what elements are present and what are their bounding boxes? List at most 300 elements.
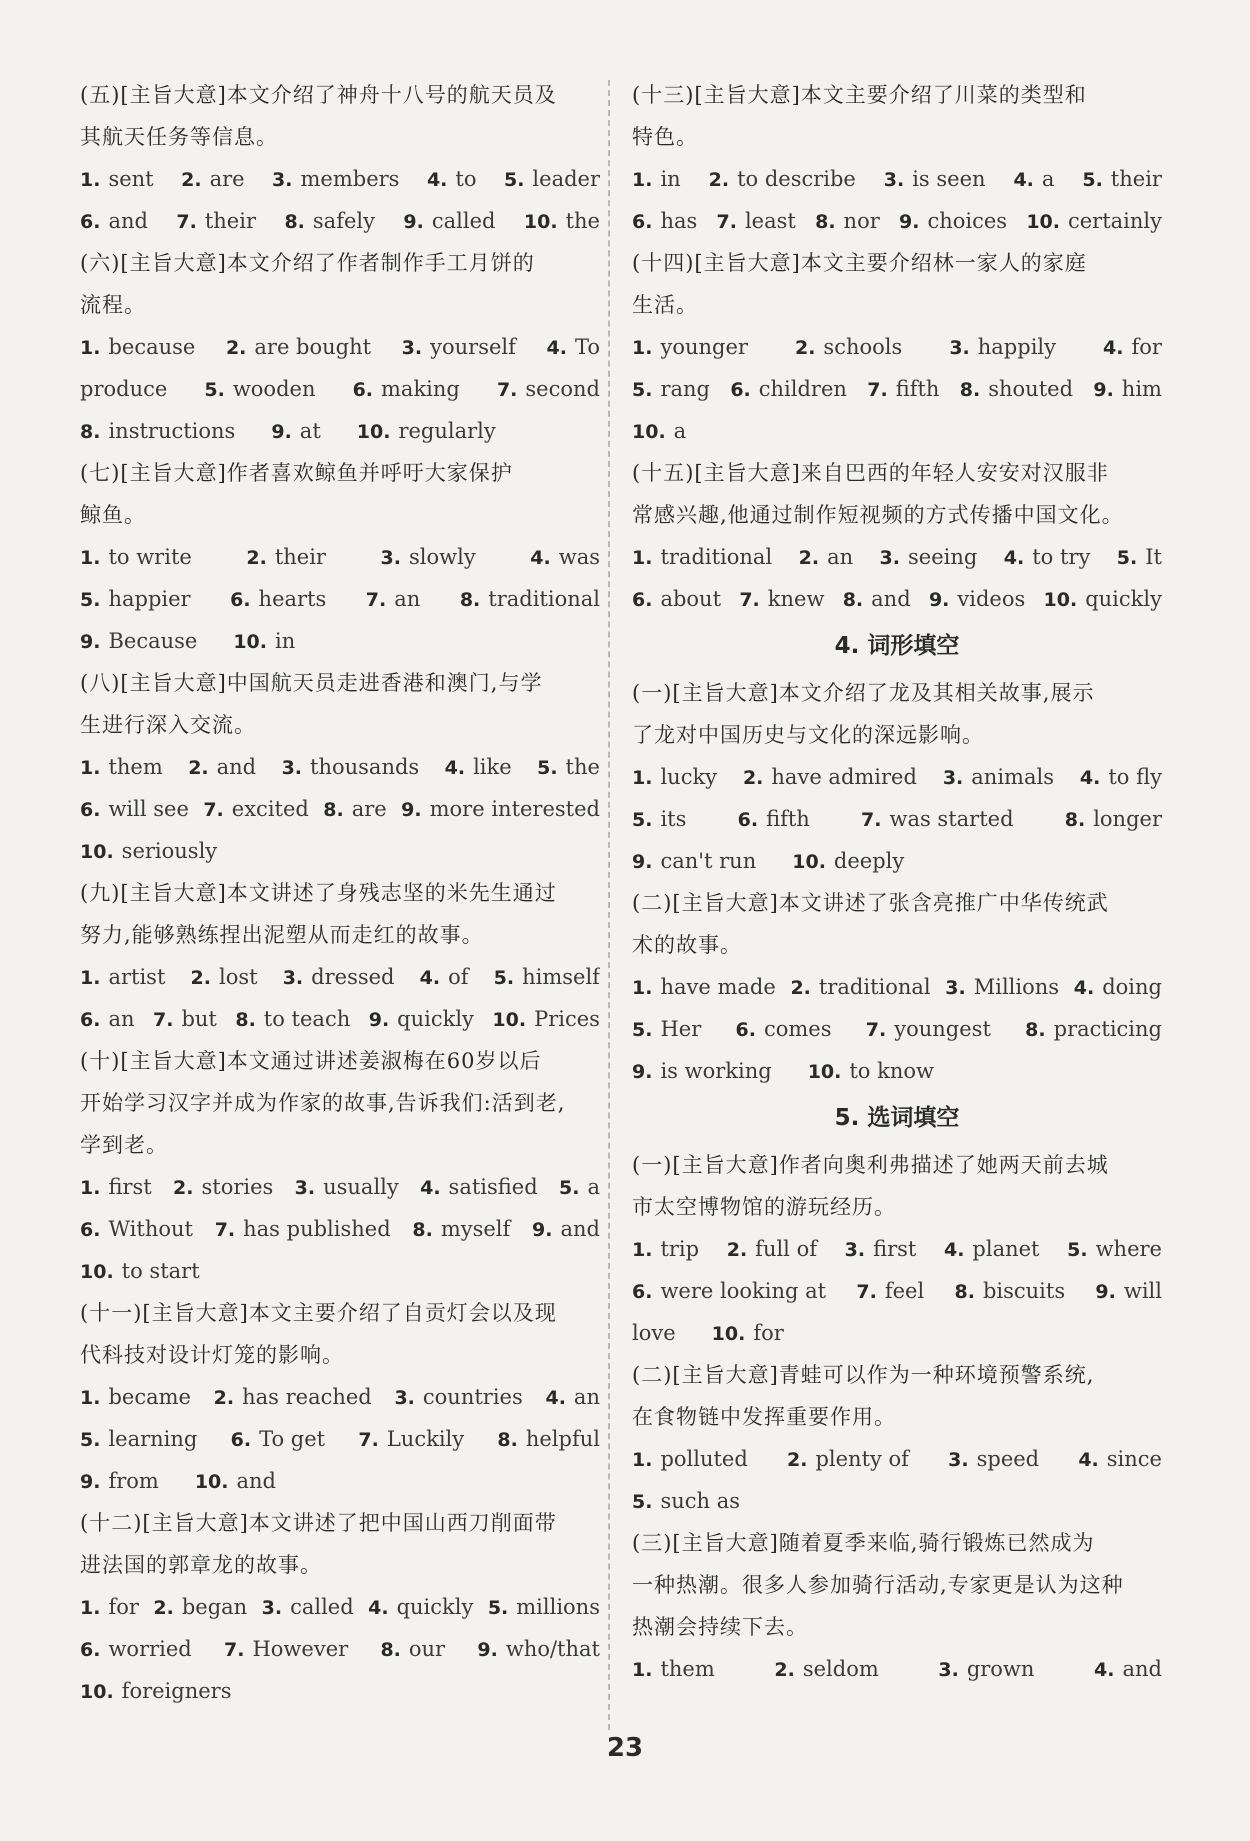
answer-item [632, 1312, 676, 1354]
answer-number: 7. [865, 1019, 887, 1041]
answer-word: fifth [895, 377, 940, 401]
answer-word: more interested [429, 797, 600, 821]
answer-word: became [108, 1385, 191, 1409]
answer-item [420, 1166, 538, 1208]
answer-word: were looking at [660, 1279, 827, 1303]
answer-word: an [108, 1007, 135, 1031]
answer-number: 9. [928, 589, 950, 611]
answer-word: and [871, 587, 911, 611]
answer-number: 10. [1026, 211, 1060, 233]
answer-number: 4. [426, 169, 448, 191]
answer-item [532, 1208, 600, 1250]
answer-word: who/that [505, 1637, 600, 1661]
answer-number: 7. [867, 379, 888, 401]
answer-number: 4. [545, 1387, 566, 1409]
answer-row [632, 840, 1162, 882]
answer-row [80, 578, 600, 620]
summary-text: 流程。 [80, 293, 146, 317]
answer-item [546, 326, 599, 368]
answer-item [358, 1418, 464, 1460]
answer-number: 6. [230, 589, 251, 611]
answer-item [412, 1208, 510, 1250]
answer-number: 7. [176, 211, 197, 233]
answer-number: 3. [945, 977, 966, 999]
answer-number: 2. [188, 757, 209, 779]
answer-word: are [209, 167, 245, 191]
answer-number: 1. [632, 767, 653, 789]
answer-item [369, 998, 474, 1040]
answer-item [856, 1270, 924, 1312]
answer-word: to teach [263, 1007, 351, 1031]
answer-number: 1. [80, 757, 101, 779]
answer-item [488, 1586, 600, 1628]
answer-word: its [660, 807, 687, 831]
answer-word: to try [1032, 545, 1091, 569]
answer-number: 4. [1079, 767, 1101, 789]
answer-item [235, 998, 350, 1040]
answer-item [632, 1050, 772, 1092]
answer-number: 4. [1094, 1659, 1115, 1681]
answer-word: called [431, 209, 496, 233]
answer-number: 9. [477, 1639, 498, 1661]
answer-item [632, 200, 697, 242]
answer-item [353, 368, 460, 410]
answer-word: an [394, 587, 421, 611]
answer-item [632, 1438, 748, 1480]
answer-number: 7. [224, 1639, 245, 1661]
answer-number: 2. [774, 1659, 795, 1681]
answer-number: 8. [284, 211, 305, 233]
answer-item [460, 578, 600, 620]
answer-row [80, 1208, 600, 1250]
answer-word: thousands [310, 755, 420, 779]
answer-number: 4. [420, 1177, 441, 1199]
answer-word: such as [660, 1489, 741, 1513]
section-heading: 4. 词形填空 [834, 633, 960, 659]
answer-item [960, 368, 1073, 410]
summary-text: (六)[主旨大意]本文介绍了作者制作手工月饼的 [80, 251, 535, 275]
answer-item [368, 1586, 473, 1628]
answer-number: 2. [798, 547, 820, 569]
answer-number: 2. [787, 1449, 808, 1471]
answer-number: 2. [173, 1177, 194, 1199]
answer-row [80, 326, 600, 368]
answer-item [1067, 1228, 1162, 1270]
summary-text: 特色。 [632, 125, 698, 149]
answer-item [380, 1628, 445, 1670]
answer-item [80, 998, 135, 1040]
answer-item [790, 966, 930, 1008]
answer-item [1026, 200, 1162, 242]
answer-word: are [351, 797, 387, 821]
answer-item [945, 966, 1059, 1008]
answer-number: 4. [1103, 337, 1124, 359]
answer-item [272, 158, 399, 200]
answer-word: quickly [1085, 587, 1162, 611]
answer-number: 10. [80, 841, 114, 863]
answer-word: making [381, 377, 460, 401]
answer-row [80, 1376, 600, 1418]
answer-item [1065, 798, 1162, 840]
summary-text: 了龙对中国历史与文化的深远影响。 [632, 723, 984, 747]
answer-word: began [181, 1595, 248, 1619]
answer-number: 7. [152, 1009, 174, 1031]
answer-number: 7. [716, 211, 737, 233]
answer-number: 6. [352, 379, 374, 401]
answer-word: has [660, 209, 698, 233]
answer-word: animals [971, 765, 1054, 789]
answer-word: and [560, 1217, 600, 1241]
summary-text: 一种热潮。很多人参加骑行活动,专家更是认为这种 [632, 1573, 1124, 1597]
answer-number: 1. [632, 1659, 653, 1681]
answer-number: 3. [272, 169, 293, 191]
answer-number: 4. [419, 967, 441, 989]
answer-item [1078, 1438, 1162, 1480]
answer-number: 3. [883, 169, 905, 191]
answer-row [632, 1480, 1162, 1522]
answer-item [1004, 536, 1091, 578]
answer-item [191, 956, 258, 998]
answer-word: and [236, 1469, 276, 1493]
answer-row [632, 1008, 1162, 1050]
answer-number: 6. [735, 1019, 756, 1041]
answer-word: have made [660, 975, 776, 999]
summary-text: (八)[主旨大意]中国航天员走进香港和澳门,与学 [80, 671, 543, 695]
answer-number: 2. [153, 1597, 174, 1619]
answer-number: 3. [282, 967, 304, 989]
answer-item [787, 1438, 909, 1480]
answer-row [80, 1586, 600, 1628]
answer-number: 9. [80, 1471, 101, 1493]
answer-row [80, 1670, 600, 1712]
answer-word: their [204, 209, 256, 233]
answer-item [1117, 536, 1162, 578]
answer-item [282, 746, 420, 788]
summary-text: (九)[主旨大意]本文讲述了身残志坚的米先生通过 [80, 881, 557, 905]
answer-word: their [1110, 167, 1162, 191]
answer-word: grown [966, 1657, 1035, 1681]
answer-word: in [660, 167, 681, 191]
answer-item [530, 536, 600, 578]
answer-number: 5. [493, 967, 515, 989]
answer-row [632, 1228, 1162, 1270]
answer-number: 3. [380, 547, 401, 569]
summary-text: 开始学习汉字并成为作家的故事,告诉我们:活到老, [80, 1091, 566, 1115]
answer-row [632, 578, 1162, 620]
summary-text: 代科技对设计灯笼的影响。 [80, 1343, 344, 1367]
summary-text: 进法国的郭章龙的故事。 [80, 1553, 322, 1577]
answer-word: members [300, 167, 400, 191]
answer-number: 1. [632, 547, 653, 569]
answer-word: was started [889, 807, 1014, 831]
answer-item [420, 956, 469, 998]
answer-item [203, 788, 309, 830]
answer-number: 7. [203, 799, 224, 821]
answer-item [1025, 1008, 1162, 1050]
answer-item [284, 200, 375, 242]
answer-item [80, 788, 189, 830]
answer-number: 9. [1093, 379, 1114, 401]
answer-number: 9. [403, 211, 424, 233]
answer-word: feel [884, 1279, 925, 1303]
answer-item [230, 578, 326, 620]
answer-number: 7. [861, 809, 882, 831]
answer-item [215, 1208, 391, 1250]
summary-text: (一)[主旨大意]作者向奥利弗描述了她两天前去城 [632, 1153, 1109, 1177]
answer-word: longer [1093, 807, 1162, 831]
answer-number: 8. [380, 1639, 401, 1661]
answer-item [80, 1628, 192, 1670]
summary-text: 市太空博物馆的游玩经历。 [632, 1195, 896, 1219]
answer-item [899, 200, 1007, 242]
answer-number: 1. [632, 169, 653, 191]
answer-word: youngest [894, 1017, 991, 1041]
answer-word: hearts [258, 587, 327, 611]
answer-number: 8. [959, 379, 981, 401]
answer-item [80, 620, 197, 662]
answer-row [632, 798, 1162, 840]
answer-row [80, 536, 600, 578]
answer-number: 5. [632, 809, 653, 831]
answer-number: 3. [879, 547, 900, 569]
answer-item [153, 1586, 247, 1628]
answer-row [80, 788, 600, 830]
answer-word: seeing [908, 545, 978, 569]
answer-number: 10. [80, 1681, 114, 1703]
answer-word: regularly [398, 419, 496, 443]
answer-number: 10. [632, 421, 666, 443]
answer-number: 6. [730, 379, 751, 401]
answer-item [738, 798, 810, 840]
answer-word: the [565, 209, 600, 233]
answer-number: 6. [80, 799, 101, 821]
answer-word: to know [849, 1059, 934, 1083]
answer-item [632, 410, 686, 452]
answer-row [80, 956, 600, 998]
answer-number: 4. [444, 757, 466, 779]
section-heading: 5. 选词填空 [834, 1105, 960, 1131]
answer-item [271, 410, 320, 452]
answer-row [80, 1418, 600, 1460]
answer-row [80, 410, 600, 452]
answer-word: is seen [912, 167, 986, 191]
answer-word: them [660, 1657, 715, 1681]
answer-number: 8. [459, 589, 481, 611]
answer-number: 3. [281, 757, 303, 779]
answer-number: 2. [742, 767, 764, 789]
answer-item [727, 1228, 817, 1270]
answer-word: of [448, 965, 469, 989]
answer-item [80, 200, 148, 242]
answer-word: to fly [1108, 765, 1162, 789]
answer-word: instructions [108, 419, 236, 443]
answer-number: 10. [711, 1323, 746, 1345]
answer-item [262, 1586, 354, 1628]
answer-number: 6. [632, 211, 653, 233]
answer-item [80, 326, 195, 368]
answer-number: 9. [1095, 1281, 1116, 1303]
summary-text: 其航天任务等信息。 [80, 125, 278, 149]
answer-item [949, 326, 1056, 368]
answer-word: millions [516, 1595, 600, 1619]
answer-item [943, 756, 1054, 798]
answer-number: 2. [708, 169, 730, 191]
answer-word: deeply [833, 849, 905, 873]
answer-word: a [1041, 167, 1055, 191]
answer-word: learning [108, 1427, 198, 1451]
answer-word: lost [218, 965, 258, 989]
answer-item [808, 1050, 934, 1092]
answer-word: However [252, 1637, 349, 1661]
answer-number: 6. [80, 1009, 101, 1031]
answer-item [632, 966, 776, 1008]
answer-number: 6. [80, 1639, 101, 1661]
summary-text: (五)[主旨大意]本文介绍了神舟十八号的航天员及 [80, 83, 557, 107]
answer-item [153, 998, 217, 1040]
answer-number: 2. [726, 1239, 748, 1261]
answer-word: himself [522, 965, 600, 989]
answer-item [632, 1480, 740, 1522]
answer-item [80, 956, 165, 998]
answer-item [80, 158, 154, 200]
answer-word: knew [767, 587, 825, 611]
answer-word: to start [121, 1259, 200, 1283]
answer-word: least [744, 209, 796, 233]
answer-item [559, 1166, 600, 1208]
answer-word: will [1123, 1279, 1162, 1303]
answer-number: 2. [181, 169, 202, 191]
answer-row [632, 1050, 1162, 1092]
answer-number: 5. [1116, 547, 1138, 569]
answer-word: Because [108, 629, 198, 653]
answer-item [80, 1418, 197, 1460]
answer-word: trip [660, 1237, 700, 1261]
answer-item [80, 536, 192, 578]
answer-word: second [525, 377, 600, 401]
answer-item [323, 788, 386, 830]
answer-item [176, 200, 256, 242]
answer-word: Without [108, 1217, 193, 1241]
answer-item [226, 326, 371, 368]
answer-word: helpful [525, 1427, 600, 1451]
answer-word: videos [957, 587, 1026, 611]
answer-item [295, 1166, 399, 1208]
answer-item [477, 1628, 600, 1670]
summary-text: (二)[主旨大意]青蛙可以作为一种环境预警系统, [632, 1363, 1095, 1387]
answer-number: 2. [225, 337, 247, 359]
answer-item [929, 578, 1025, 620]
answer-word: rang [660, 377, 710, 401]
answer-number: 5. [204, 379, 225, 401]
summary-text: 生进行深入交流。 [80, 713, 256, 737]
answer-item [401, 788, 600, 830]
answer-word: excited [231, 797, 309, 821]
answer-word: leader [532, 167, 600, 191]
answer-word: in [275, 629, 296, 653]
answer-number: 8. [412, 1219, 433, 1241]
answer-word: have admired [771, 765, 917, 789]
answer-number: 3. [948, 1449, 969, 1471]
answer-word: was [558, 545, 600, 569]
answer-number: 3. [294, 1177, 316, 1199]
answer-number: 10. [194, 1471, 229, 1493]
answer-word: has published [243, 1217, 391, 1241]
answer-item [494, 956, 600, 998]
summary-text: (二)[主旨大意]本文讲述了张含亮推广中华传统武 [632, 891, 1109, 915]
answer-word: about [660, 587, 722, 611]
answer-word: practicing [1053, 1017, 1162, 1041]
answer-word: yourself [430, 335, 516, 359]
answer-number: 8. [323, 799, 344, 821]
answer-number: 6. [737, 809, 759, 831]
answer-row [80, 1628, 600, 1670]
answer-number: 3. [261, 1597, 283, 1619]
answer-row [80, 746, 600, 788]
answer-word: happily [977, 335, 1056, 359]
summary-text: (十四)[主旨大意]本文主要介绍林一家人的家庭 [632, 251, 1087, 275]
answer-number: 3. [394, 1387, 415, 1409]
answer-item [632, 1648, 715, 1690]
answer-word: are bought [254, 335, 372, 359]
answer-item [1103, 326, 1162, 368]
answer-number: 3. [942, 767, 964, 789]
answer-number: 9. [899, 211, 920, 233]
answer-item [80, 1208, 193, 1250]
summary-text: (十二)[主旨大意]本文讲述了把中国山西刀削面带 [80, 1511, 557, 1535]
answer-item [632, 1270, 826, 1312]
answer-number: 2. [790, 977, 811, 999]
answer-number: 4. [368, 1597, 389, 1619]
answer-item [1093, 368, 1162, 410]
answer-number: 4. [546, 337, 567, 359]
answer-item [632, 326, 748, 368]
answer-item [80, 746, 163, 788]
answer-number: 3. [401, 337, 423, 359]
answer-word: usually [323, 1175, 399, 1199]
answer-word: seldom [802, 1657, 879, 1681]
answer-word: lucky [660, 765, 718, 789]
summary-text: 学到老。 [80, 1133, 168, 1157]
answer-word: and [216, 755, 257, 779]
answer-word: traditional [660, 545, 773, 569]
answer-word: nor [843, 209, 880, 233]
answer-item [80, 578, 191, 620]
answer-word: myself [440, 1217, 511, 1241]
answer-row [632, 1270, 1162, 1312]
summary-text: (十五)[主旨大意]来自巴西的年轻人安安对汉服非 [632, 461, 1109, 485]
answer-word: seriously [121, 839, 218, 863]
answer-number: 4. [943, 1239, 965, 1261]
answer-number: 5. [503, 169, 525, 191]
answer-item [632, 840, 756, 882]
answer-number: 9. [401, 799, 422, 821]
answer-number: 7. [856, 1281, 877, 1303]
answer-number: 7. [365, 589, 387, 611]
answer-item [357, 410, 496, 452]
answer-row [80, 998, 600, 1040]
answer-item [504, 158, 600, 200]
answer-word: produce [80, 377, 168, 401]
answer-number: 2. [794, 337, 816, 359]
answer-number: 8. [842, 589, 864, 611]
answer-item [845, 1228, 917, 1270]
answer-item [1095, 1270, 1162, 1312]
answer-word: foreigners [121, 1679, 232, 1703]
answer-number: 9. [368, 1009, 390, 1031]
answer-item [632, 536, 772, 578]
answer-number: 8. [1025, 1019, 1046, 1041]
answer-word: doing [1102, 975, 1162, 999]
